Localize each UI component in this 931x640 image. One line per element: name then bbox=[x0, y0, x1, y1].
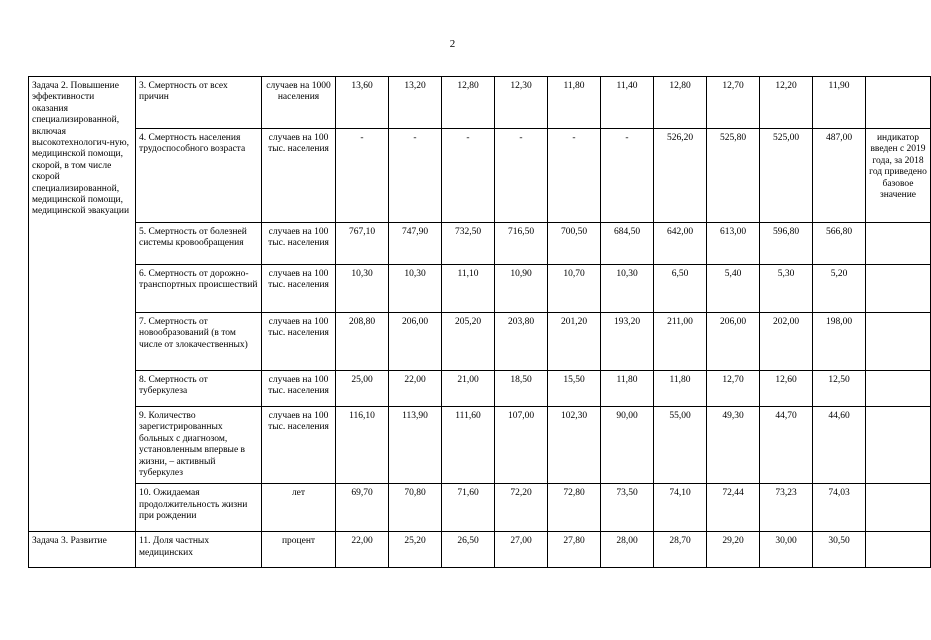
value-cell: 11,40 bbox=[601, 77, 654, 129]
value-cell: 28,00 bbox=[601, 532, 654, 568]
value-cell: 11,80 bbox=[654, 371, 707, 407]
value-cell: 12,80 bbox=[654, 77, 707, 129]
value-cell: - bbox=[495, 129, 548, 223]
value-cell: 70,80 bbox=[389, 484, 442, 532]
table-row bbox=[29, 129, 931, 223]
value-cell: 767,10 bbox=[336, 223, 389, 265]
value-cell: 12,20 bbox=[760, 77, 813, 129]
value-cell: 90,00 bbox=[601, 407, 654, 484]
page-number: 2 bbox=[449, 38, 456, 50]
value-cell: 203,80 bbox=[495, 313, 548, 371]
value-cell: 12,80 bbox=[442, 77, 495, 129]
value-cell: 72,20 bbox=[495, 484, 548, 532]
unit-cell: случаев на 100 тыс. населения bbox=[262, 407, 336, 484]
value-cell: 29,20 bbox=[707, 532, 760, 568]
value-cell: 28,70 bbox=[654, 532, 707, 568]
indicator-cell: 3. Смертность от всех причин bbox=[136, 77, 262, 129]
value-cell: 201,20 bbox=[548, 313, 601, 371]
value-cell: 72,44 bbox=[707, 484, 760, 532]
unit-cell: случаев на 100 тыс. населения bbox=[262, 129, 336, 223]
value-cell: 18,50 bbox=[495, 371, 548, 407]
value-cell: 700,50 bbox=[548, 223, 601, 265]
value-cell: 206,00 bbox=[707, 313, 760, 371]
value-cell: 684,50 bbox=[601, 223, 654, 265]
value-cell: 12,50 bbox=[813, 371, 866, 407]
unit-cell: случаев на 100 тыс. населения bbox=[262, 265, 336, 313]
value-cell: 11,80 bbox=[548, 77, 601, 129]
value-cell: 10,30 bbox=[336, 265, 389, 313]
value-cell: 5,30 bbox=[760, 265, 813, 313]
table-row bbox=[29, 77, 931, 129]
value-cell: - bbox=[389, 129, 442, 223]
value-cell: 69,70 bbox=[336, 484, 389, 532]
indicator-cell: 10. Ожидаемая продолжительность жизни при рождении bbox=[136, 484, 262, 532]
value-cell: 10,90 bbox=[495, 265, 548, 313]
note-cell bbox=[866, 532, 931, 568]
indicator-cell: 6. Смертность от дорожно-транспортных происшествий bbox=[136, 265, 262, 313]
unit-cell: процент bbox=[262, 532, 336, 568]
value-cell: 11,90 bbox=[813, 77, 866, 129]
value-cell: - bbox=[601, 129, 654, 223]
value-cell: 74,10 bbox=[654, 484, 707, 532]
value-cell: 25,20 bbox=[389, 532, 442, 568]
unit-cell: случаев на 100 тыс. населения bbox=[262, 313, 336, 371]
value-cell: - bbox=[336, 129, 389, 223]
value-cell: 11,80 bbox=[601, 371, 654, 407]
value-cell: 72,80 bbox=[548, 484, 601, 532]
table-row bbox=[29, 265, 931, 313]
table-row bbox=[29, 532, 931, 568]
table-body bbox=[29, 77, 931, 568]
value-cell: 12,70 bbox=[707, 371, 760, 407]
table-row bbox=[29, 407, 931, 484]
value-cell: 205,20 bbox=[442, 313, 495, 371]
value-cell: 73,23 bbox=[760, 484, 813, 532]
value-cell: 111,60 bbox=[442, 407, 495, 484]
table-row bbox=[29, 484, 931, 532]
indicator-cell: 9. Количество зарегистрированных больных с диагнозом, установленным впервые в жизни, – активный туберкулез bbox=[136, 407, 262, 484]
value-cell: 30,50 bbox=[813, 532, 866, 568]
value-cell: 525,80 bbox=[707, 129, 760, 223]
table-row bbox=[29, 313, 931, 371]
unit-cell: случаев на 100 тыс. населения bbox=[262, 371, 336, 407]
value-cell: 25,00 bbox=[336, 371, 389, 407]
value-cell: 12,30 bbox=[495, 77, 548, 129]
value-cell: 211,00 bbox=[654, 313, 707, 371]
value-cell: 74,03 bbox=[813, 484, 866, 532]
value-cell: 12,60 bbox=[760, 371, 813, 407]
value-cell: 27,80 bbox=[548, 532, 601, 568]
value-cell: 642,00 bbox=[654, 223, 707, 265]
indicators-table bbox=[28, 76, 931, 568]
value-cell: 10,30 bbox=[389, 265, 442, 313]
note-cell bbox=[866, 484, 931, 532]
value-cell: 73,50 bbox=[601, 484, 654, 532]
unit-cell: лет bbox=[262, 484, 336, 532]
value-cell: 10,30 bbox=[601, 265, 654, 313]
note-cell bbox=[866, 77, 931, 129]
indicator-cell: 5. Смертность от болезней системы кровообращения bbox=[136, 223, 262, 265]
value-cell: 21,00 bbox=[442, 371, 495, 407]
value-cell: 22,00 bbox=[389, 371, 442, 407]
value-cell: 13,20 bbox=[389, 77, 442, 129]
indicator-cell: 7. Смертность от новообразований (в том числе от злокачественных) bbox=[136, 313, 262, 371]
value-cell: 208,80 bbox=[336, 313, 389, 371]
value-cell: 10,70 bbox=[548, 265, 601, 313]
note-cell: индикатор введен с 2019 года, за 2018 год приведено базовое значение bbox=[866, 129, 931, 223]
value-cell: 11,10 bbox=[442, 265, 495, 313]
indicator-cell: 4. Смертность населения трудоспособного возраста bbox=[136, 129, 262, 223]
value-cell: 198,00 bbox=[813, 313, 866, 371]
value-cell: 13,60 bbox=[336, 77, 389, 129]
value-cell: 27,00 bbox=[495, 532, 548, 568]
value-cell: 206,00 bbox=[389, 313, 442, 371]
value-cell: 55,00 bbox=[654, 407, 707, 484]
value-cell: 22,00 bbox=[336, 532, 389, 568]
value-cell: 747,90 bbox=[389, 223, 442, 265]
value-cell: 732,50 bbox=[442, 223, 495, 265]
value-cell: 71,60 bbox=[442, 484, 495, 532]
value-cell: 613,00 bbox=[707, 223, 760, 265]
value-cell: 716,50 bbox=[495, 223, 548, 265]
value-cell: 30,00 bbox=[760, 532, 813, 568]
task-cell: Задача 2. Повышение эффективности оказания специализированной, включая высокотехнологич-ную, медицинской помощи, скорой, в том числе скорой специализированной, медицинской помощи, медицинской эвакуации bbox=[29, 77, 136, 532]
value-cell: 107,00 bbox=[495, 407, 548, 484]
value-cell: 116,10 bbox=[336, 407, 389, 484]
value-cell: 5,40 bbox=[707, 265, 760, 313]
value-cell: 193,20 bbox=[601, 313, 654, 371]
note-cell bbox=[866, 223, 931, 265]
value-cell: 113,90 bbox=[389, 407, 442, 484]
value-cell: 6,50 bbox=[654, 265, 707, 313]
value-cell: 12,70 bbox=[707, 77, 760, 129]
table-row bbox=[29, 223, 931, 265]
table-row bbox=[29, 371, 931, 407]
note-cell bbox=[866, 371, 931, 407]
value-cell: 525,00 bbox=[760, 129, 813, 223]
task-cell: Задача 3. Развитие bbox=[29, 532, 136, 568]
value-cell: 44,70 bbox=[760, 407, 813, 484]
value-cell: 487,00 bbox=[813, 129, 866, 223]
unit-cell: случаев на 1000 населения bbox=[262, 77, 336, 129]
unit-cell: случаев на 100 тыс. населения bbox=[262, 223, 336, 265]
value-cell: - bbox=[442, 129, 495, 223]
note-cell bbox=[866, 265, 931, 313]
indicator-cell: 11. Доля частных медицинских bbox=[136, 532, 262, 568]
value-cell: 44,60 bbox=[813, 407, 866, 484]
value-cell: 15,50 bbox=[548, 371, 601, 407]
value-cell: 596,80 bbox=[760, 223, 813, 265]
value-cell: - bbox=[548, 129, 601, 223]
value-cell: 526,20 bbox=[654, 129, 707, 223]
value-cell: 26,50 bbox=[442, 532, 495, 568]
value-cell: 49,30 bbox=[707, 407, 760, 484]
note-cell bbox=[866, 407, 931, 484]
note-cell bbox=[866, 313, 931, 371]
indicator-cell: 8. Смертность от туберкулеза bbox=[136, 371, 262, 407]
value-cell: 5,20 bbox=[813, 265, 866, 313]
value-cell: 202,00 bbox=[760, 313, 813, 371]
value-cell: 102,30 bbox=[548, 407, 601, 484]
value-cell: 566,80 bbox=[813, 223, 866, 265]
